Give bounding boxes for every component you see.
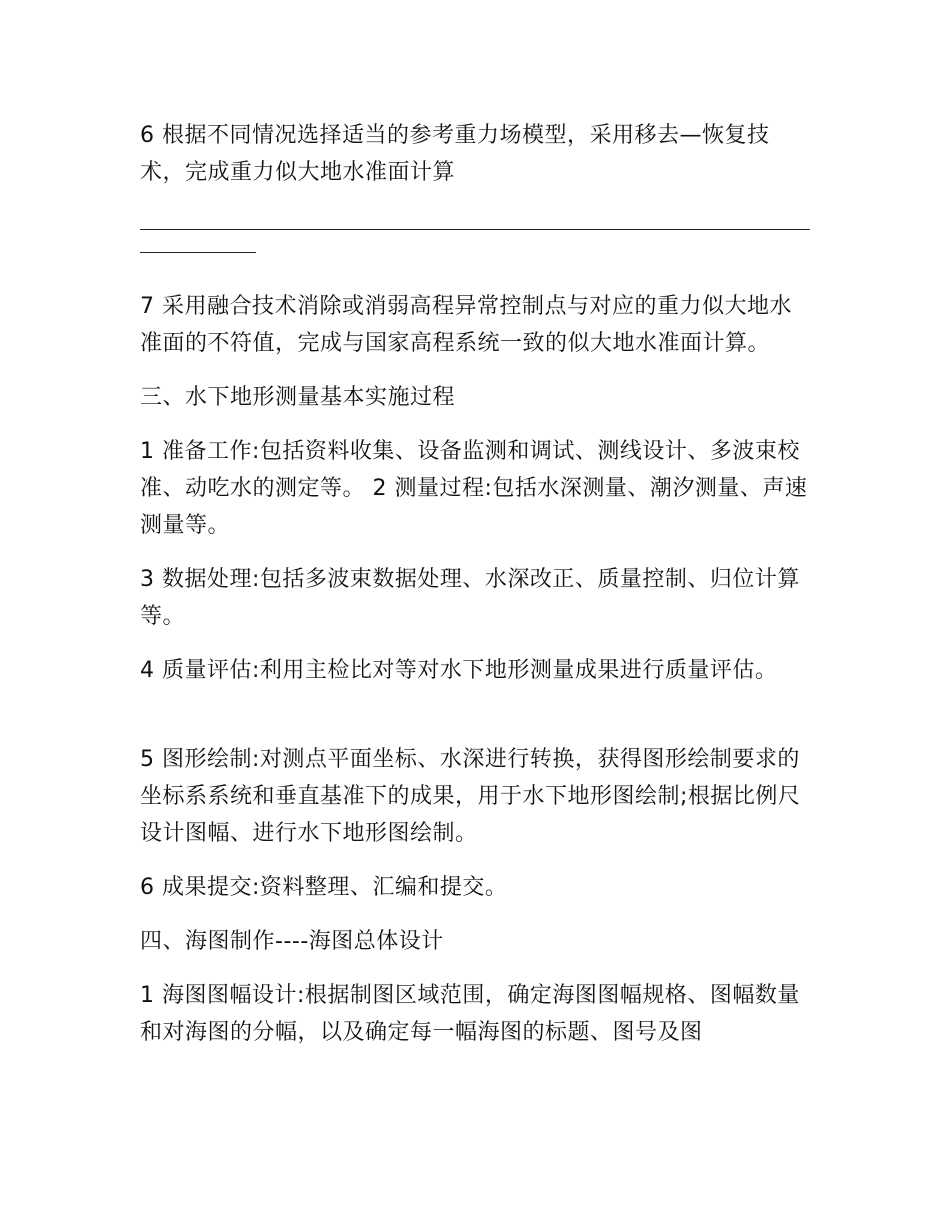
paragraph-preparation-and-measurement: 1 准备工作:包括资料收集、设备监测和调试、测线设计、多波束校准、动吃水的测定等。 2 测量过程:包括水深测量、潮汐测量、声速测量等。 [140,439,808,538]
paragraph-chart-sheet-design: 1 海图图幅设计:根据制图区域范围，确定海图图幅规格、图幅数量和对海图的分幅，以及确定每一幅海图的标题、图号及图 [140,983,800,1045]
separator-line-long [140,229,810,230]
separator-line-short [140,252,256,253]
paragraph-quality-assessment: 4 质量评估:利用主检比对等对水下地形测量成果进行质量评估。 [140,658,778,683]
section-heading-underwater-survey: 三、水下地形测量基本实施过程 [140,385,456,410]
section-heading-chart-design: 四、海图制作----海图总体设计 [140,929,444,954]
paragraph-data-processing: 3 数据处理:包括多波束数据处理、水深改正、质量控制、归位计算等。 [140,567,800,629]
separator-rule [140,211,812,271]
paragraph-graphic-drawing: 5 图形绘制:对测点平面坐标、水深进行转换，获得图形绘制要求的坐标系系统和垂直基准下的成果，用于水下地形图绘制;根据比例尺设计图幅、进行水下地形图绘制。 [140,747,801,846]
paragraph-gravity-quasigeoid-calculation: 6 根据不同情况选择适当的参考重力场模型，采用移去—恢复技术，完成重力似大地水准面计算 [140,123,770,185]
document-body [140,117,812,1051]
paragraph-fusion-technique: 7 采用融合技术消除或消弱高程异常控制点与对应的重力似大地水准面的不符值，完成与国家高程系统一致的似大地水准面计算。 [140,294,792,356]
paragraph-result-submission: 6 成果提交:资料整理、汇编和提交。 [140,875,508,900]
